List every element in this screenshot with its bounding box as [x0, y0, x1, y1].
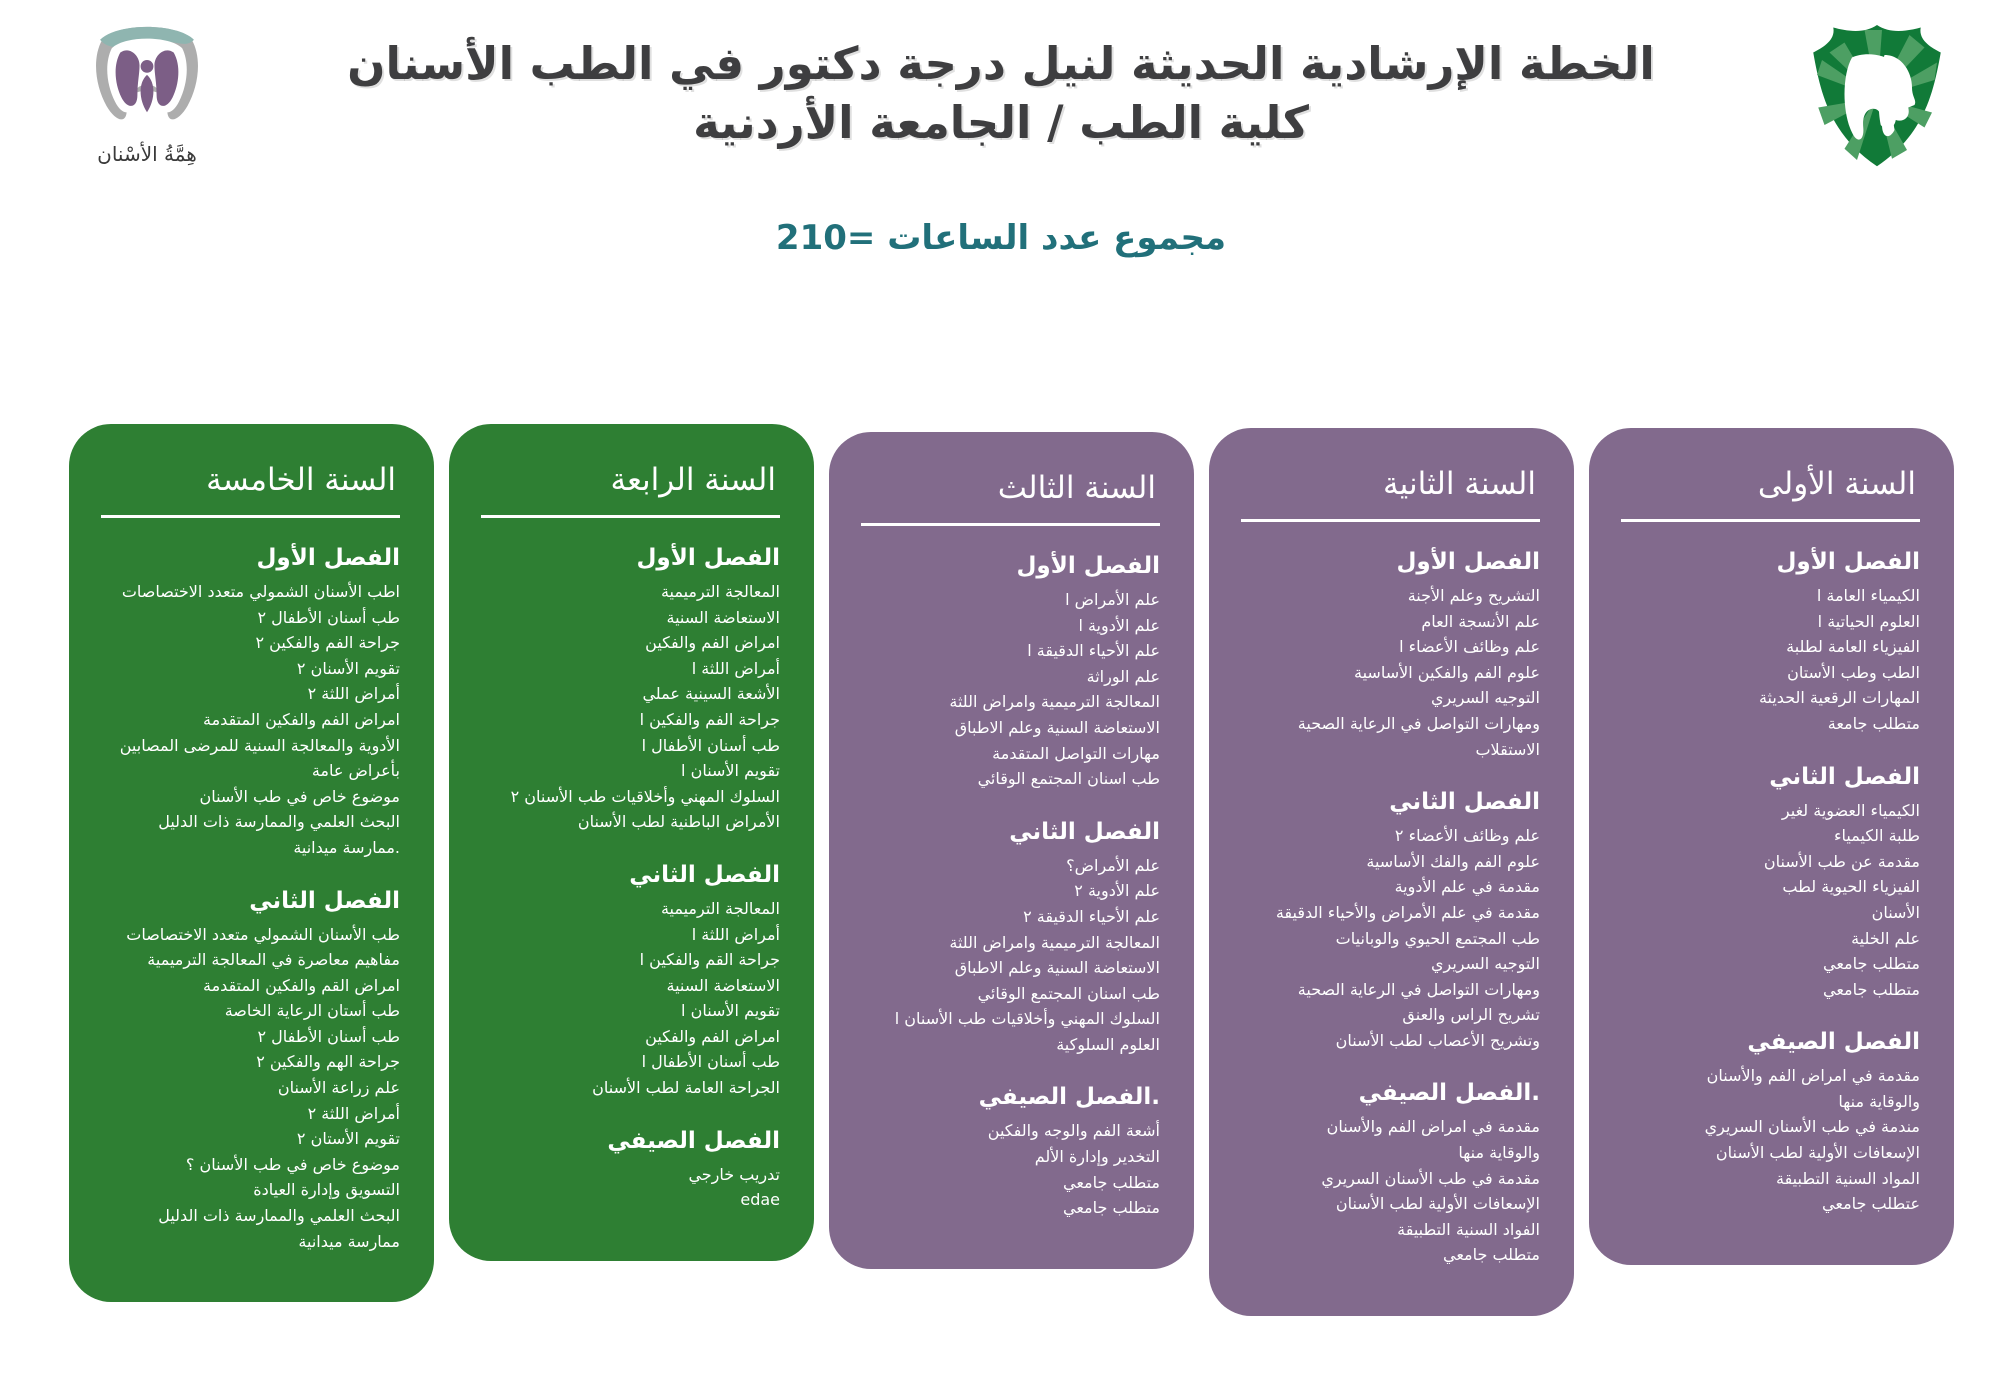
- course-item: ومهارات التواصل في الرعاية الصحية: [1297, 714, 1540, 734]
- course-item: طب الأسنان الشمولي متعدد الاختصاصات: [126, 924, 400, 944]
- course-item: طب أسنان الأطفال ٢: [257, 1026, 400, 1046]
- course-item: موضوع خاص في طب الأسنان ؟: [185, 1154, 400, 1174]
- semester-heading: الفصل الثاني: [1769, 763, 1920, 790]
- course-item: امراض الفم والفكين: [645, 1026, 780, 1046]
- divider: [861, 523, 1160, 526]
- course-item: البحث العلمي والممارسة ذات الدليل: [158, 812, 400, 832]
- page-title-line1: الخطة الإرشادية الحديثة لنيل درجة دكتور في الطب الأسنان: [347, 37, 1655, 90]
- course-item: الكيمياء العامة ا: [1816, 586, 1920, 606]
- course-item: أمراض اللثة ٢: [307, 1103, 400, 1123]
- course-item: امراض القم والفكين المتقدمة: [203, 975, 400, 995]
- course-item: امراض الفم والفكين المتقدمة: [203, 710, 400, 730]
- year-title: السنة الرابعة: [610, 462, 776, 498]
- course-list: [1239, 823, 1540, 1053]
- course-item: علم الوراثة: [1086, 666, 1160, 686]
- course-item: السلوك المهني وأخلاقيات طب الأسنان ٢: [510, 786, 780, 806]
- course-item: العلوم السلوكية: [1056, 1034, 1160, 1054]
- semester-heading: .الفصل الصيفي: [1358, 1080, 1540, 1107]
- course-item: الجراحة العامة لطب الأسنان: [592, 1078, 780, 1098]
- course-item: الأدوية والمعالجة السنية للمرضى المصابين بأعراض عامة: [119, 735, 400, 781]
- course-item: المهارات الرقعية الحديثة: [1758, 688, 1920, 708]
- course-item: مقدمة عن طب الأسنان: [1763, 851, 1920, 871]
- course-item: ومهارات التواصل في الرعاية الصحية: [1297, 979, 1540, 999]
- semester-heading: الفصل الثاني: [1389, 789, 1540, 816]
- course-item: علم الأمراض ا: [1065, 590, 1160, 610]
- course-list: [1619, 1063, 1920, 1217]
- course-item: الاستعاضة السنية: [666, 975, 780, 995]
- course-item: موضوع خاص في طب الأسنان: [199, 786, 400, 806]
- course-item: الفيزياء الحيوية لطب: [1782, 877, 1920, 897]
- semester-section: [479, 861, 780, 1101]
- semester-section: [1619, 548, 1920, 736]
- course-item: علم الأحياء الدقيقة ا: [1027, 641, 1160, 661]
- course-list: [1239, 583, 1540, 762]
- course-item: edae: [740, 1190, 780, 1210]
- course-item: ممارسة ميدانية: [298, 1231, 400, 1251]
- course-item: مقدمة في امراض الفم والأسنان: [1706, 1066, 1920, 1086]
- course-list: [859, 853, 1160, 1058]
- course-item: أمراض اللثة ا: [691, 924, 780, 944]
- course-item: طب المجتمع الحيوي والوبانيات: [1335, 928, 1540, 948]
- course-item: طب أسنان الأطفال ٢: [257, 607, 400, 627]
- course-item: التسويق وإدارة العيادة: [253, 1180, 400, 1200]
- course-list: [479, 1162, 780, 1213]
- course-list: [1239, 1114, 1540, 1268]
- course-item: الاستعاضة السنية وعلم الاطباق: [954, 958, 1160, 978]
- course-item: أمراض اللثة ٢: [307, 684, 400, 704]
- course-item: تقويم الأسنان ا: [681, 1001, 780, 1021]
- year-columns: [68, 424, 1954, 1316]
- course-item: طلبة الكيمياء: [1834, 826, 1920, 846]
- course-item: الكيمياء العضوية لغير: [1781, 800, 1920, 820]
- course-item: علوم الفم والفكين الأساسية: [1354, 662, 1540, 682]
- course-item: وتشريح الأعصاب لطب الأسنان: [1335, 1030, 1540, 1050]
- course-item: الأشعة السينية عملي: [642, 684, 780, 704]
- course-item: متطلب جامعي: [1442, 1245, 1540, 1265]
- course-item: مقدمة في علم الأدوية: [1394, 877, 1540, 897]
- semester-section: [1239, 1079, 1540, 1267]
- course-item: متطلب جامعي: [1062, 1198, 1160, 1218]
- course-item: المعالجة الترميمية وامراض اللثة: [949, 932, 1160, 952]
- divider: [481, 515, 780, 518]
- course-item: علوم الفم والفك الأساسية: [1366, 851, 1540, 871]
- university-shield-logo-block: [1792, 20, 1962, 170]
- course-list: [99, 579, 400, 861]
- course-item: طب أسنان الأطفال ا: [641, 1052, 780, 1072]
- course-item: طب اسنان المجتمع الوقائي: [977, 983, 1160, 1003]
- page-title-line2: كلية الطب / الجامعة الأردنية: [693, 96, 1309, 150]
- course-item: الاستعاضة السنية: [666, 607, 780, 627]
- course-item: الأمراض الباطنية لطب الأسنان: [577, 812, 780, 832]
- course-list: [479, 896, 780, 1101]
- course-list: [859, 587, 1160, 792]
- course-item: طب اسنان المجتمع الوقائي: [977, 769, 1160, 789]
- course-item: والوقاية منها: [1458, 1142, 1540, 1162]
- semester-section: [99, 887, 400, 1255]
- semester-heading: الفصل الأول: [1016, 553, 1160, 580]
- year-column-3: [829, 432, 1194, 1269]
- course-item: متطلب جامعي: [1822, 979, 1920, 999]
- course-item: الفواد السنية التطبيقة: [1397, 1219, 1540, 1239]
- course-item: الإسعافات الأولية لطب الأسنان: [1335, 1194, 1540, 1214]
- course-item: تقويم الأسنان ٢: [296, 658, 400, 678]
- course-item: تقويم الأستان ٢: [296, 1129, 400, 1149]
- year-column-2: [1209, 428, 1574, 1316]
- course-item: المعالجة الترميمية: [660, 582, 780, 602]
- semester-section: [479, 544, 780, 835]
- university-shield-icon: [1792, 20, 1962, 170]
- semester-heading: الفصل الأول: [1396, 549, 1540, 576]
- semester-heading: الفصل الصيفي: [607, 1127, 780, 1154]
- year-title: السنة الثانية: [1382, 466, 1536, 502]
- year-title: السنة الأولى: [1757, 466, 1916, 502]
- course-item: مندمة في طب الأسنان السريري: [1704, 1117, 1920, 1137]
- semester-heading: الفصل الأول: [636, 545, 780, 572]
- semester-heading: الفصل الثاني: [1009, 818, 1160, 845]
- course-item: أمراض اللثة ا: [691, 658, 780, 678]
- course-item: جراحة الفم والفكين ٢: [255, 633, 400, 653]
- semester-section: [1619, 1028, 1920, 1216]
- course-item: طب أستان الرعاية الخاصة: [224, 1001, 400, 1021]
- tooth-logo-caption: هِمَّةُ الأسْنان: [97, 142, 197, 166]
- course-item: علم الأنسجة العام: [1421, 611, 1540, 631]
- course-list: [1619, 583, 1920, 737]
- page-title: [120, 34, 1882, 153]
- course-item: علم زراعة الأسنان: [277, 1078, 400, 1098]
- course-item: مقدمة في علم الأمراض والأحياء الدقيقة: [1275, 902, 1540, 922]
- total-hours-subtitle: مجموع عدد الساعات =210: [775, 218, 1227, 258]
- course-item: مقدمة في طب الأسنان السريري: [1321, 1168, 1540, 1188]
- course-item: تدريب خارجي: [688, 1164, 780, 1184]
- year-column-5: [69, 424, 434, 1302]
- course-item: متطلب جامعي: [1062, 1172, 1160, 1192]
- course-list: [99, 922, 400, 1255]
- course-item: الفيزياء العامة لطلبة: [1786, 637, 1920, 657]
- course-item: البحث العلمي والممارسة ذات الدليل: [158, 1206, 400, 1226]
- course-list: [859, 1118, 1160, 1220]
- course-item: علم الأدوية ٢: [1074, 881, 1160, 901]
- course-item: جراحة الفم والفكين ا: [639, 710, 780, 730]
- course-item: التوجيه السريري: [1430, 954, 1540, 974]
- course-item: مقدمة في امراض الفم والأسنان: [1326, 1117, 1540, 1137]
- course-item: المعالجة الترميمية وامراض اللثة: [949, 692, 1160, 712]
- semester-heading: الفصل الثاني: [629, 862, 780, 889]
- year-column-4: [449, 424, 814, 1261]
- year-title: السنة الثالث: [997, 470, 1156, 506]
- course-list: [1619, 798, 1920, 1003]
- semester-section: [859, 552, 1160, 792]
- semester-heading: الفصل الصيفي: [1747, 1029, 1920, 1056]
- course-item: الاستقلاب: [1475, 739, 1540, 759]
- semester-section: [859, 818, 1160, 1058]
- course-item: العلوم الحياتية ا: [1817, 611, 1920, 631]
- divider: [1621, 519, 1920, 522]
- course-item: الاستعاضة السنية وعلم الاطباق: [954, 718, 1160, 738]
- course-item: مفاهيم معاصرة في المعالجة الترميمية: [147, 950, 400, 970]
- course-item: متطلب جامعي: [1822, 954, 1920, 974]
- course-item: الأسنان: [1871, 902, 1920, 922]
- semester-heading: الفصل الثاني: [249, 887, 400, 914]
- course-item: عتطلب جامعي: [1822, 1194, 1920, 1214]
- semester-heading: الفصل الأول: [1776, 549, 1920, 576]
- course-item: تشريح الراس والعنق: [1402, 1005, 1540, 1025]
- semester-section: [99, 544, 400, 860]
- course-item: علم الأحياء الدقيقة ٢: [1023, 906, 1160, 926]
- semester-section: [1619, 763, 1920, 1003]
- semester-section: [479, 1127, 780, 1213]
- course-item: الإسعافات الأولية لطب الأسنان: [1715, 1142, 1920, 1162]
- course-item: طب أسنان الأطفال ا: [641, 735, 780, 755]
- divider: [1241, 519, 1540, 522]
- course-item: والوقاية منها: [1838, 1091, 1920, 1111]
- course-item: المعالجة الترميمية: [660, 898, 780, 918]
- course-item: علم الخلية: [1851, 928, 1920, 948]
- course-item: متطلب جامعة: [1827, 714, 1920, 734]
- course-item: علم وظائف الأعضاء ا: [1399, 637, 1540, 657]
- course-item: علم الأمراض؟: [1066, 855, 1160, 875]
- year-title: السنة الخامسة: [206, 462, 396, 498]
- course-item: علم الأدوية ا: [1078, 615, 1160, 635]
- course-item: أشعة الفم والوجه والفكين: [987, 1121, 1160, 1141]
- semester-heading: الفصل الأول: [256, 545, 400, 572]
- course-item: اطب الأسنان الشمولي متعدد الاختصاصات: [121, 582, 400, 602]
- course-item: مهارات التواصل المتقدمة: [992, 743, 1160, 763]
- course-item: التخدير وإدارة الألم: [1034, 1146, 1160, 1166]
- course-item: المواد السنية التطبيقة: [1775, 1168, 1920, 1188]
- course-list: [479, 579, 780, 835]
- year-column-1: [1589, 428, 1954, 1265]
- course-item: جراحة القم والفكين ا: [639, 950, 780, 970]
- course-item: الطب وطب الأستان: [1787, 662, 1920, 682]
- course-item: التوجيه السريري: [1430, 688, 1540, 708]
- semester-heading: .الفصل الصيفي: [978, 1084, 1160, 1111]
- course-item: التشريح وعلم الأجنة: [1407, 586, 1540, 606]
- divider: [101, 515, 400, 518]
- semester-section: [1239, 548, 1540, 762]
- course-item: امراض الفم والفكين: [645, 633, 780, 653]
- course-item: تقويم الأسنان ا: [681, 761, 780, 781]
- course-item: السلوك المهني وأخلاقيات طب الأسنان ا: [894, 1009, 1160, 1029]
- course-item: جراحة الهم والفكين ٢: [256, 1052, 400, 1072]
- semester-section: [859, 1083, 1160, 1220]
- semester-section: [1239, 788, 1540, 1053]
- course-item: .ممارسة ميدانية: [293, 838, 400, 858]
- course-item: علم وظائف الأعضاء ٢: [1394, 826, 1540, 846]
